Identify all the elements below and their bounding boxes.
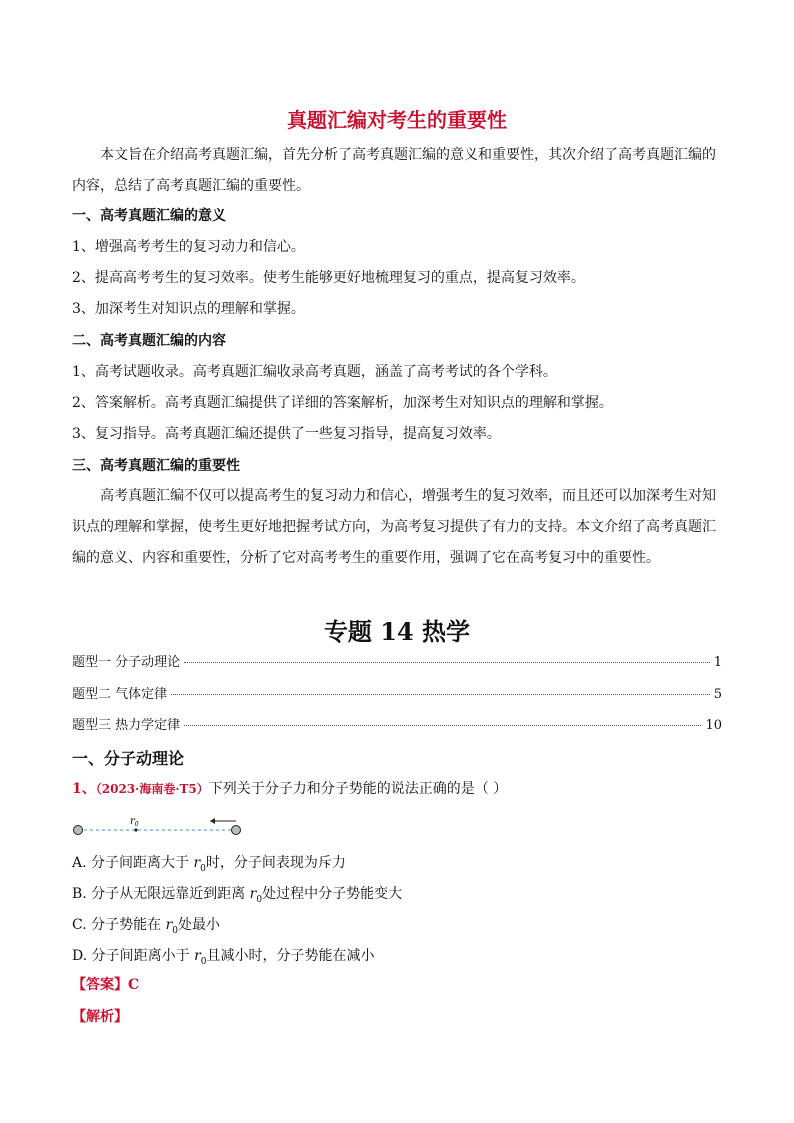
toc-entry-1[interactable] bbox=[72, 653, 722, 673]
question-section-heading: 一、分子动理论 bbox=[72, 749, 185, 768]
toc-label: 题型一 分子动理论 bbox=[72, 655, 181, 670]
question-number: 1、 bbox=[72, 781, 96, 797]
molecule-right bbox=[232, 826, 241, 835]
option-a[interactable]: A. 分子间距离大于 $r_0$时，分子间表现为斥力 bbox=[72, 855, 346, 874]
section-1-item-1: 1、增强高考考生的复习动力和信心。 bbox=[72, 239, 305, 255]
section-2-item-3: 3、复习指导。高考真题汇编还提供了一些复习指导，提高复习效率。 bbox=[72, 426, 501, 442]
analysis-label: 【解析】 bbox=[72, 1009, 128, 1025]
answer-label: 【答案】C bbox=[72, 977, 140, 993]
r0-point bbox=[134, 828, 137, 831]
section-1-item-3: 3、加深考生对知识点的理解和掌握。 bbox=[72, 301, 305, 317]
option-d[interactable]: D. 分子间距离小于 $r_0$且减小时，分子势能在减小 bbox=[72, 948, 375, 967]
toc-label: 题型三 热力学定律 bbox=[72, 718, 181, 733]
r0-label: $r_0$ bbox=[130, 816, 139, 828]
molecule-left bbox=[74, 826, 83, 835]
intro-title: 真题汇编对考生的重要性 bbox=[287, 108, 507, 132]
toc-leader bbox=[184, 725, 701, 726]
toc-leader bbox=[184, 662, 710, 663]
toc-entry-2[interactable] bbox=[72, 685, 722, 705]
option-b[interactable]: B. 分子从无限远靠近到距离 $r_0$处过程中分子势能变大 bbox=[72, 886, 403, 905]
question-source: （2023·海南卷·T5） bbox=[95, 782, 209, 796]
question-1 bbox=[72, 778, 507, 798]
toc-page: 1 bbox=[713, 655, 722, 670]
question-stem: 下列关于分子力和分子势能的说法正确的是（ ） bbox=[208, 781, 508, 797]
toc-page: 10 bbox=[705, 718, 722, 733]
section-heading-2: 二、高考真题汇编的内容 bbox=[72, 333, 226, 349]
intro-paragraph: 本文旨在介绍高考真题汇编，首先分析了高考真题汇编的意义和重要性，其次介绍了高考真题汇编的内容，总结了高考真题汇编的重要性。 bbox=[72, 147, 716, 194]
section-1-item-2: 2、提高高考考生的复习效率。使考生能够更好地梳理复习的重点，提高复习效率。 bbox=[72, 270, 585, 286]
section-heading-3: 三、高考真题汇编的重要性 bbox=[72, 458, 240, 474]
section-heading-1: 一、高考真题汇编的意义 bbox=[72, 208, 226, 224]
toc-leader bbox=[171, 694, 710, 695]
section-2-item-2: 2、答案解析。高考真题汇编提供了详细的答案解析，加深考生对知识点的理解和掌握。 bbox=[72, 395, 613, 411]
molecule-diagram bbox=[72, 812, 252, 842]
toc-label: 题型二 气体定律 bbox=[72, 687, 168, 702]
topic-title: 专题 14 热学 bbox=[323, 617, 471, 646]
option-c[interactable]: C. 分子势能在 $r_0$处最小 bbox=[72, 917, 221, 936]
toc-entry-3[interactable] bbox=[72, 716, 722, 736]
section-2-item-1: 1、高考试题收录。高考真题汇编收录高考真题，涵盖了高考考试的各个学科。 bbox=[72, 364, 557, 380]
section-3-paragraph: 高考真题汇编不仅可以提高考生的复习动力和信心，增强考生的复习效率，而且还可以加深考生对知识点的理解和掌握，使考生更好地把握考试方向，为高考复习提供了有力的支持。本文介绍了高考真题汇编的意义、内容和重要性，分析了它对高考考生的重要作用，强调了它在高考复习中的重要性。 bbox=[72, 488, 716, 566]
toc-page: 5 bbox=[713, 687, 722, 702]
arrow-left-icon bbox=[210, 818, 215, 824]
